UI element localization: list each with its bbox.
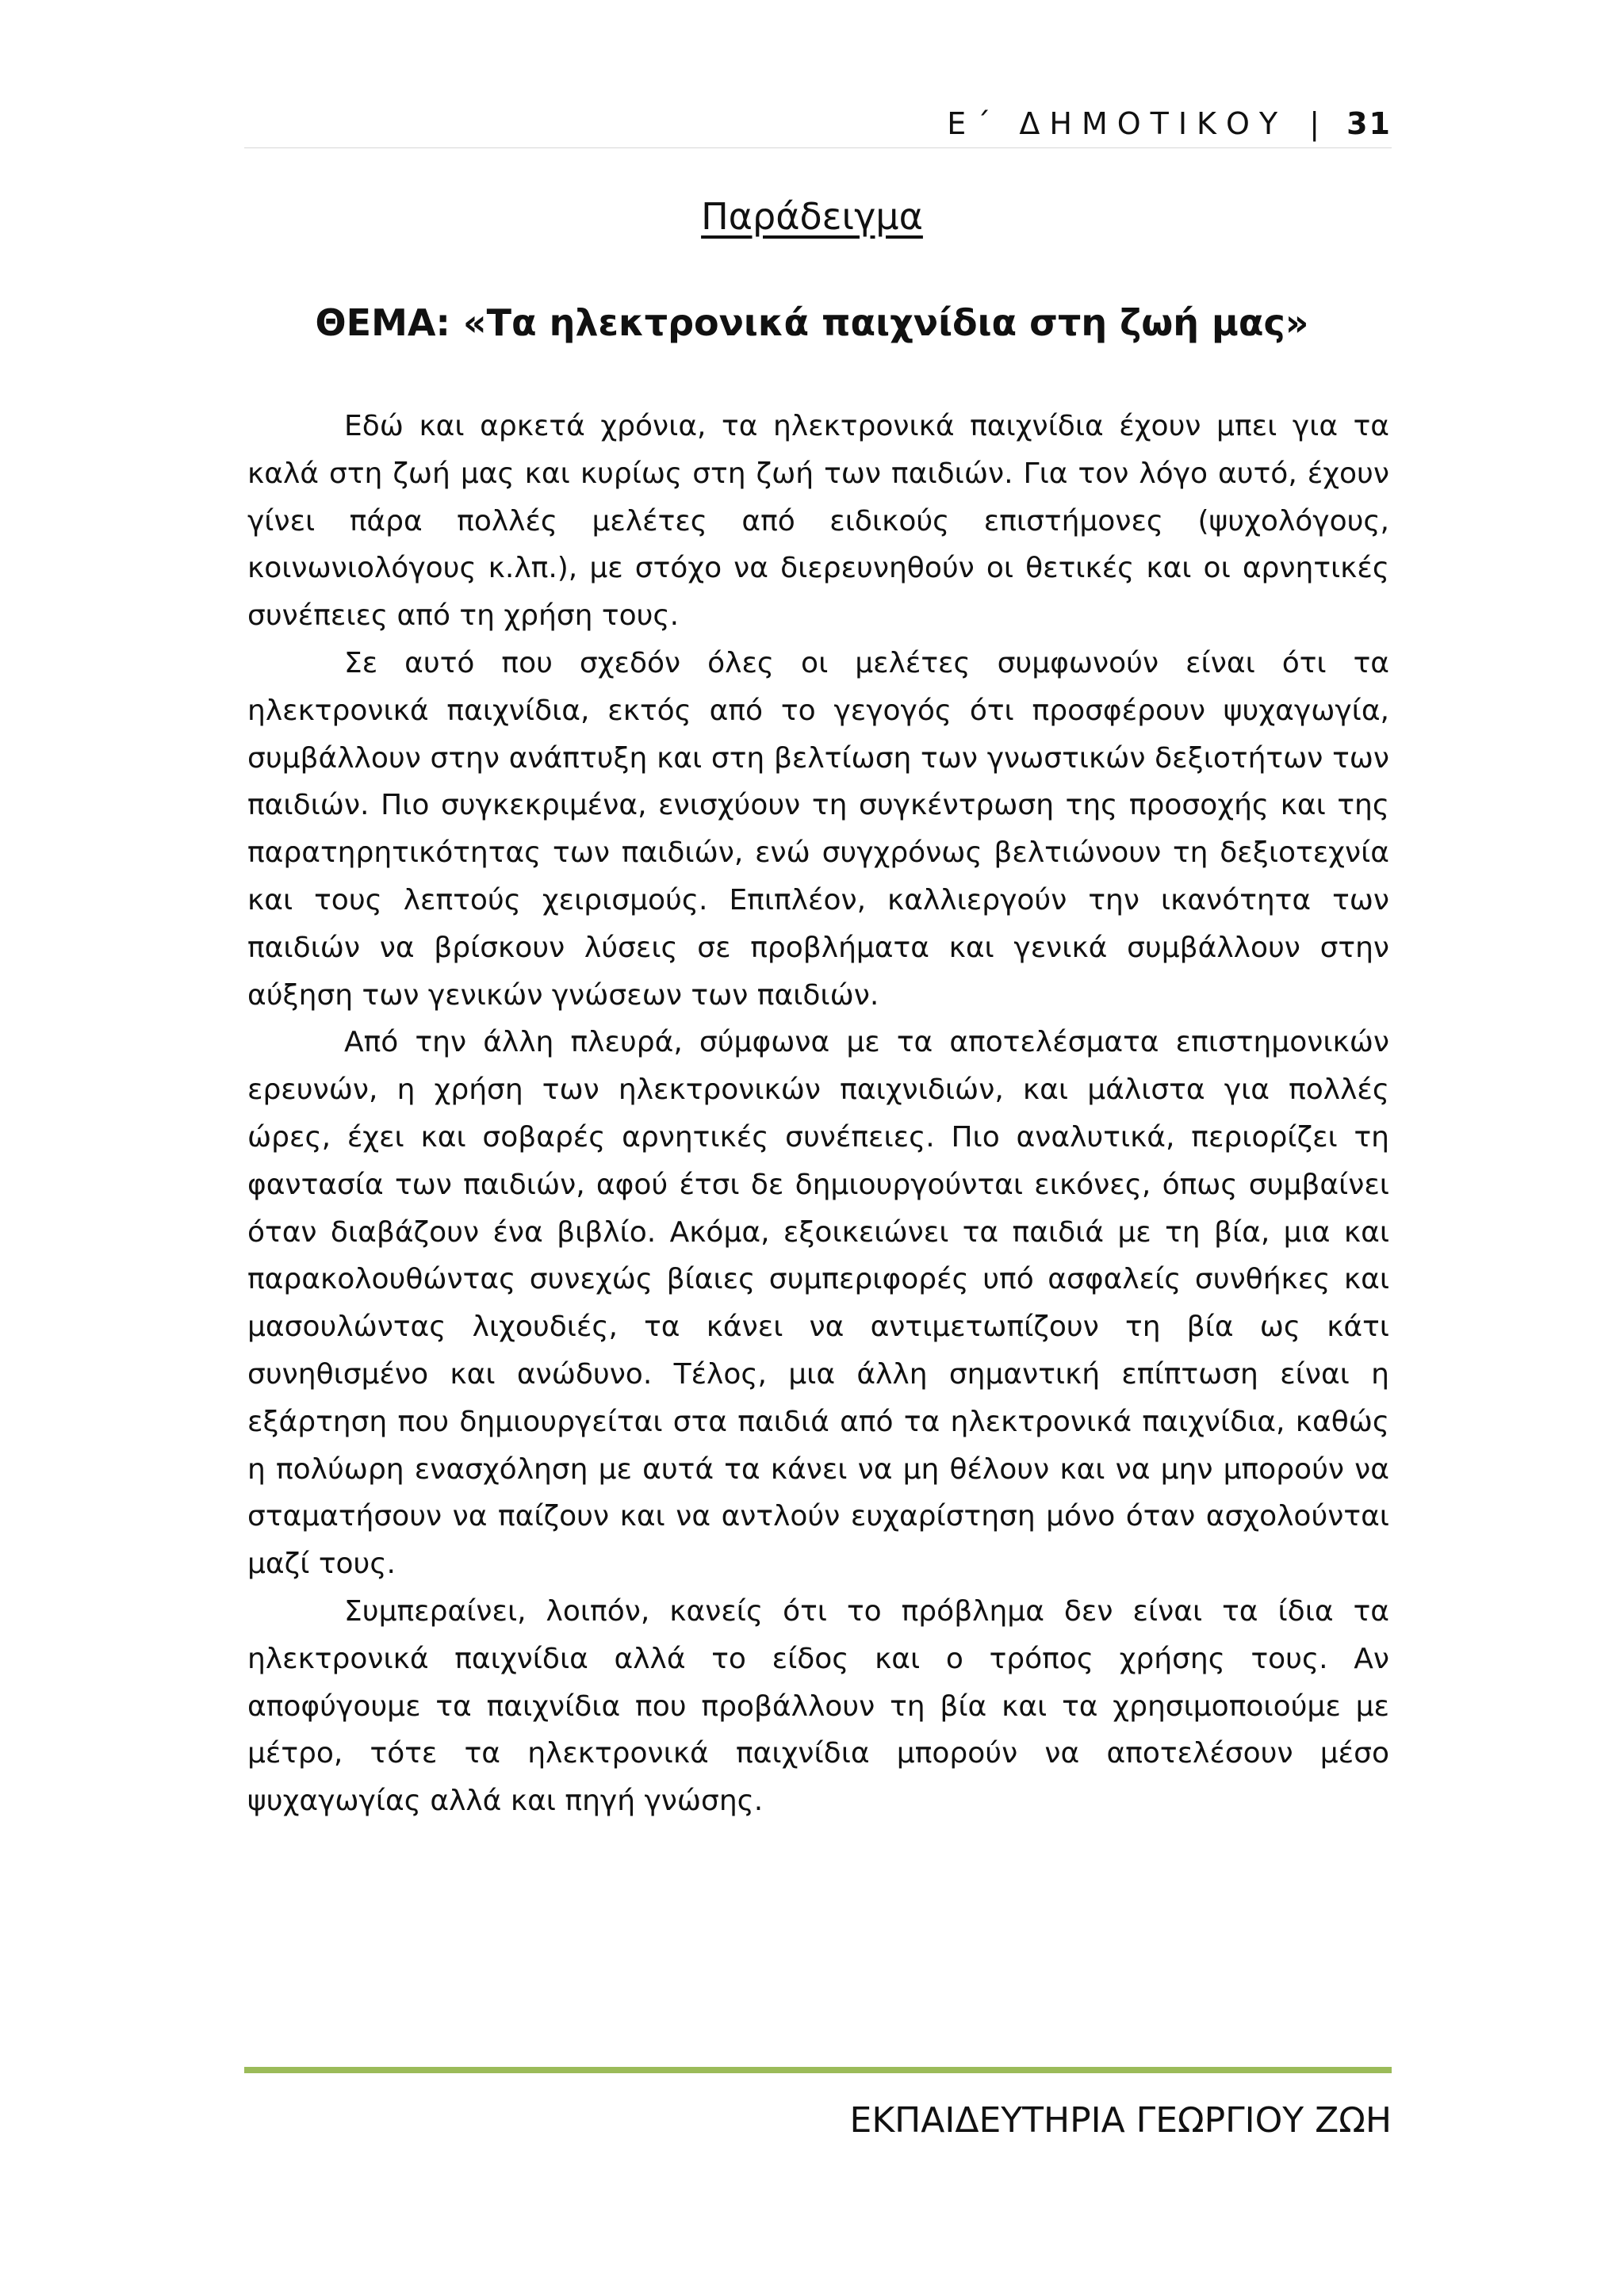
page-header — [244, 101, 1392, 146]
page-number: 31 — [1346, 106, 1392, 141]
page-heading: Παράδειγμα — [701, 195, 923, 238]
page-footer: ΕΚΠΑΙΔΕΥΤΗΡΙΑ ΓΕΩΡΓΙΟΥ ΖΩΗ — [849, 2100, 1392, 2141]
header-title: Ε΄ ΔΗΜΟΤΙΚΟΥ — [947, 106, 1288, 141]
paragraph-introduction: Εδώ και αρκετά χρόνια, τα ηλεκτρονικά παιχνίδια έχουν μπει για τα καλά στη ζωή μας και κυρίως στη ζωή των παιδιών. Για τον λόγο αυτό, έχουν γίνει πάρα πολλές μελέτες από ειδικούς επιστήμονες (ψυχολόγους, κοινωνιολόγους κ.λπ.), με στόχο να διερευνηθούν οι θετικές και οι αρνητικές συνέπειες από τη χρήση τους. — [247, 410, 1389, 633]
footer-divider — [244, 2067, 1392, 2073]
paragraph-negative-effects: Από την άλλη πλευρά, σύμφωνα με τα αποτελέσματα επιστημονικών ερευνών, η χρήση των ηλεκτρονικών παιχνιδιών, και μάλιστα για πολλές ώρες, έχει και σοβαρές αρνητικές συνέπειες. Πιο αναλυτικά, περιορίζει τη φαντασία των παιδιών, αφού έτσι δε δημιουργούνται εικόνες, όπως συμβαίνει όταν διαβάζουν ένα βιβλίο. Ακόμα, εξοικειώνει τα παιδιά με τη βία, μια και παρακολουθώντας συνεχώς βίαιες συμπεριφορές υπό ασφαλείς συνθήκες και μασουλώντας λιχουδιές, τα κάνει να αντιμετωπίζουν τη βία ως κάτι συνηθισμένο και ανώδυνο. Τέλος, μια άλλη σημαντική επίπτωση είναι η εξάρτηση που δημιουργείται στα παιδιά από τα ηλεκτρονικά παιχνίδια, καθώς η πολύωρη ενασχόληση με αυτά τα κάνει να μη θέλουν και να μην μπορούν να σταματήσουν να παίζουν και να αντλούν ευχαρίστηση μόνο όταν ασχολούνται μαζί τους. — [247, 1026, 1389, 1581]
header-divider — [244, 147, 1392, 148]
header-separator: | — [1309, 106, 1320, 141]
essay-body — [247, 403, 1389, 1825]
paragraph-conclusion: Συμπεραίνει, λοιπόν, κανείς ότι το πρόβλημα δεν είναι τα ίδια τα ηλεκτρονικά παιχνίδια αλλά το είδος και ο τρόπος χρήσης τους. Αν αποφύγουμε τα παιχνίδια που προβάλλουν τη βία και τα χρησιμοποιούμε με μέτρο, τότε τα ηλεκτρονικά παιχνίδια μπορούν να αποτελέσουν μέσο ψυχαγωγίας αλλά και πηγή γνώσης. — [247, 1594, 1389, 1818]
paragraph-positive-effects: Σε αυτό που σχεδόν όλες οι μελέτες συμφωνούν είναι ότι τα ηλεκτρονικά παιχνίδια, εκτός από το γεγογός ότι προσφέρουν ψυχαγωγία, συμβάλλουν στην ανάπτυξη και στη βελτίωση των γνωστικών δεξιοτήτων των παιδιών. Πιο συγκεκριμένα, ενισχύουν τη συγκέντρωση της προσοχής και της παρατηρητικότητας των παιδιών, ενώ συγχρόνως βελτιώνουν τη δεξιοτεχνία και τους λεπτούς χειρισμούς. Επιπλέον, καλλιεργούν την ικανότητα των παιδιών να βρίσκουν λύσεις σε προβλήματα και γενικά συμβάλλουν στην αύξηση των γενικών γνώσεων των παιδιών. — [247, 646, 1389, 1012]
essay-subject: ΘΕΜΑ: «Τα ηλεκτρονικά παιχνίδια στη ζωή μας» — [315, 301, 1309, 344]
